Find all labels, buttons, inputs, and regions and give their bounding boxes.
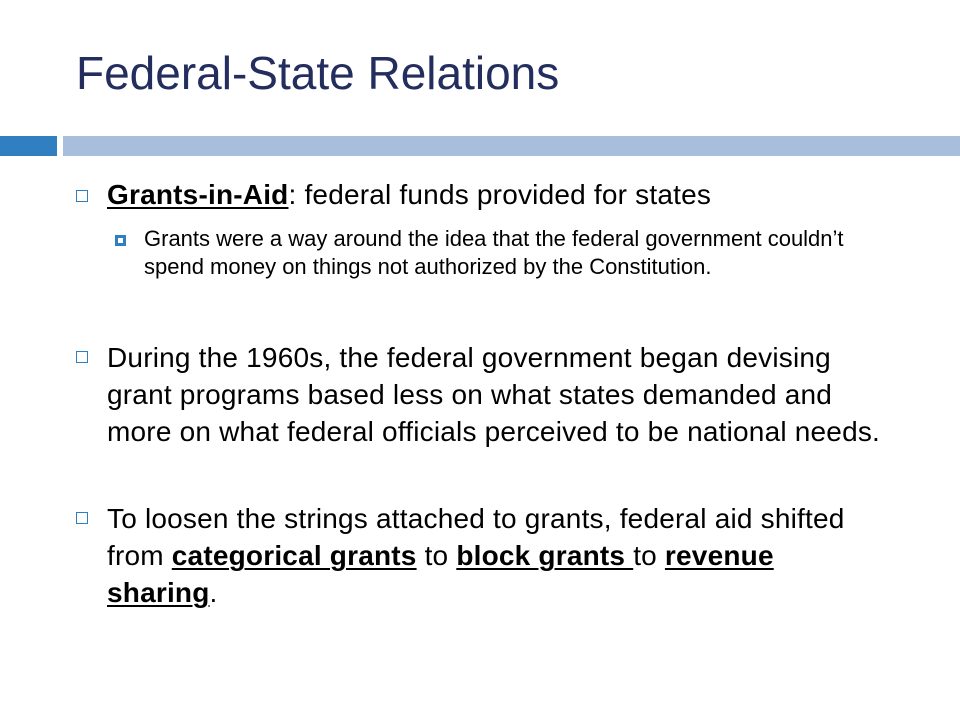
slide-title: Federal-State Relations bbox=[76, 47, 560, 99]
square-bullet-icon bbox=[76, 512, 88, 524]
term-block-grants: block grants bbox=[456, 540, 634, 571]
bullet-definition: : federal funds provided for states bbox=[288, 179, 712, 210]
joiner-text: to bbox=[416, 540, 457, 571]
square-bullet-icon bbox=[76, 190, 88, 202]
square-bullet-icon bbox=[76, 351, 88, 363]
bullet-lead-text: To loosen the strings attached to grants, federal aid shifted from bbox=[107, 503, 845, 571]
joiner-text: to bbox=[633, 540, 665, 571]
bullet-text: During the 1960s, the federal government began devising grant programs based less on what states demanded and more on what federal officials perceived to be national needs. bbox=[107, 342, 881, 447]
term-revenue-sharing: revenue sharing bbox=[107, 540, 774, 608]
bullet-text bbox=[107, 176, 887, 213]
ending-punctuation: . bbox=[209, 577, 218, 608]
sub-bullet-text: Grants were a way around the idea that the federal government couldn’t spend money on things not authorized by the Constitution. bbox=[144, 226, 844, 279]
bullet-text bbox=[107, 500, 887, 611]
filled-square-bullet-icon bbox=[115, 235, 126, 246]
accent-bar-main bbox=[63, 136, 960, 156]
term-categorical-grants: categorical grants bbox=[171, 540, 417, 571]
term-grants-in-aid: Grants-in-Aid bbox=[107, 179, 289, 210]
accent-bar-left bbox=[0, 136, 57, 156]
